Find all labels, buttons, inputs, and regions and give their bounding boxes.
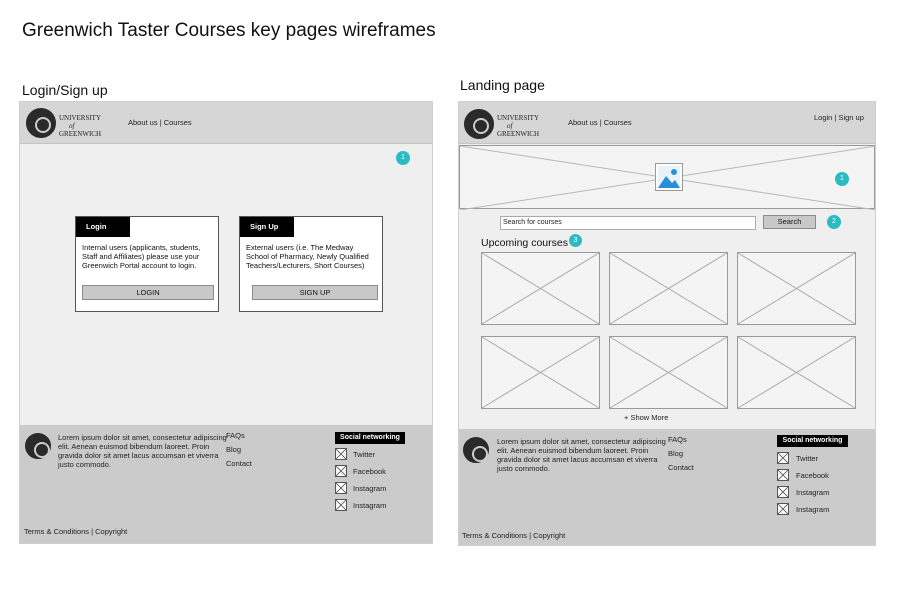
signup-card-heading: Sign Up — [240, 217, 294, 237]
login-wireframe — [19, 101, 433, 544]
signup-card-text: External users (i.e. The Medway School of Pharmacy, Newly Qualified Teachers/Lecturers, Short Courses) — [246, 243, 369, 270]
annotation-badge: 2 — [827, 215, 841, 229]
social-placeholder-icon — [335, 465, 347, 477]
social-placeholder-icon — [777, 486, 789, 498]
auth-links[interactable]: Login | Sign up — [814, 113, 864, 122]
header-nav[interactable]: About us | Courses — [568, 118, 632, 127]
university-crest-icon — [26, 108, 56, 138]
social-label: Facebook — [796, 470, 829, 480]
signup-card — [239, 216, 383, 312]
upcoming-heading: Upcoming courses — [481, 237, 568, 249]
university-wordmark: UNIVERSITY of GREENWICH — [497, 114, 539, 138]
social-item-twitter[interactable] — [335, 448, 386, 460]
social-item-twitter[interactable] — [777, 452, 829, 464]
social-label: Instagram — [796, 487, 830, 497]
login-card — [75, 216, 219, 312]
social-label: Instagram — [353, 500, 387, 510]
footer-link-blog[interactable]: Blog — [668, 449, 684, 458]
social-label: Facebook — [353, 466, 386, 476]
landing-footer — [459, 429, 875, 545]
footer-legal[interactable]: Terms & Conditions | Copyright — [24, 527, 128, 536]
social-item-instagram-2[interactable] — [777, 503, 829, 515]
social-placeholder-icon — [777, 503, 789, 515]
social-placeholder-icon — [335, 499, 347, 511]
social-heading: Social networking — [335, 432, 405, 444]
hero-banner — [459, 145, 875, 209]
annotation-badge: 1 — [835, 172, 849, 186]
social-heading: Social networking — [777, 435, 848, 447]
social-label: Twitter — [353, 449, 376, 459]
footer-link-faqs[interactable]: FAQs — [226, 431, 245, 440]
image-placeholder-icon — [655, 163, 683, 191]
signup-button[interactable]: SIGN UP — [252, 285, 378, 300]
social-label: Instagram — [353, 483, 387, 493]
login-card-heading: Login — [76, 217, 130, 237]
social-label: Instagram — [796, 504, 830, 514]
footer-legal[interactable]: Terms & Conditions | Copyright — [462, 531, 566, 540]
footer-link-contact[interactable]: Contact — [668, 463, 694, 472]
course-placeholders — [481, 252, 857, 410]
social-placeholder-icon — [777, 469, 789, 481]
course-grid — [481, 252, 857, 410]
login-header — [20, 102, 432, 144]
social-item-instagram[interactable] — [335, 482, 386, 494]
login-card-text: Internal users (applicants, students, Staff and Affiliates) please use your Greenwich Portal account to login. — [82, 243, 201, 270]
search-button[interactable]: Search — [763, 215, 816, 229]
page-title: Greenwich Taster Courses key pages wireframes — [22, 20, 436, 41]
search-input[interactable]: Search for courses — [500, 216, 756, 230]
footer-lorem: Lorem ipsum dolor sit amet, consectetur adipiscing elit. Aenean euismod bibendum laoreet. Proin gravida dolor sit amet lacus accumsan et viverra justo commodo. — [58, 433, 227, 469]
social-item-instagram-2[interactable] — [335, 499, 386, 511]
university-crest-icon — [25, 433, 51, 459]
footer-link-contact[interactable]: Contact — [226, 459, 252, 468]
annotation-badge: 1 — [396, 151, 410, 165]
footer-link-faqs[interactable]: FAQs — [668, 435, 687, 444]
footer-links — [668, 435, 694, 472]
login-footer — [20, 425, 432, 543]
university-wordmark: UNIVERSITY of GREENWICH — [59, 114, 101, 138]
header-nav[interactable]: About us | Courses — [128, 118, 192, 127]
login-button[interactable]: LOGIN — [82, 285, 214, 300]
social-placeholder-icon — [777, 452, 789, 464]
university-crest-icon — [463, 437, 489, 463]
login-page-label: Login/Sign up — [22, 82, 108, 98]
footer-lorem: Lorem ipsum dolor sit amet, consectetur adipiscing elit. Aenean euismod bibendum laoreet. Proin gravida dolor sit amet lacus accumsan et viverra justo commodo. — [497, 437, 666, 473]
social-item-instagram[interactable] — [777, 486, 829, 498]
show-more-link[interactable]: + Show More — [624, 413, 669, 422]
landing-page-label: Landing page — [460, 77, 545, 93]
annotation-badge: 3 — [569, 234, 582, 247]
social-item-facebook[interactable] — [777, 469, 829, 481]
social-placeholder-icon — [335, 482, 347, 494]
landing-header — [459, 102, 875, 144]
landing-wireframe — [458, 101, 876, 546]
social-list — [777, 452, 829, 515]
social-list — [335, 448, 386, 511]
social-placeholder-icon — [335, 448, 347, 460]
footer-link-blog[interactable]: Blog — [226, 445, 242, 454]
social-item-facebook[interactable] — [335, 465, 386, 477]
social-label: Twitter — [796, 453, 819, 463]
university-crest-icon — [464, 109, 494, 139]
footer-links — [226, 431, 252, 468]
